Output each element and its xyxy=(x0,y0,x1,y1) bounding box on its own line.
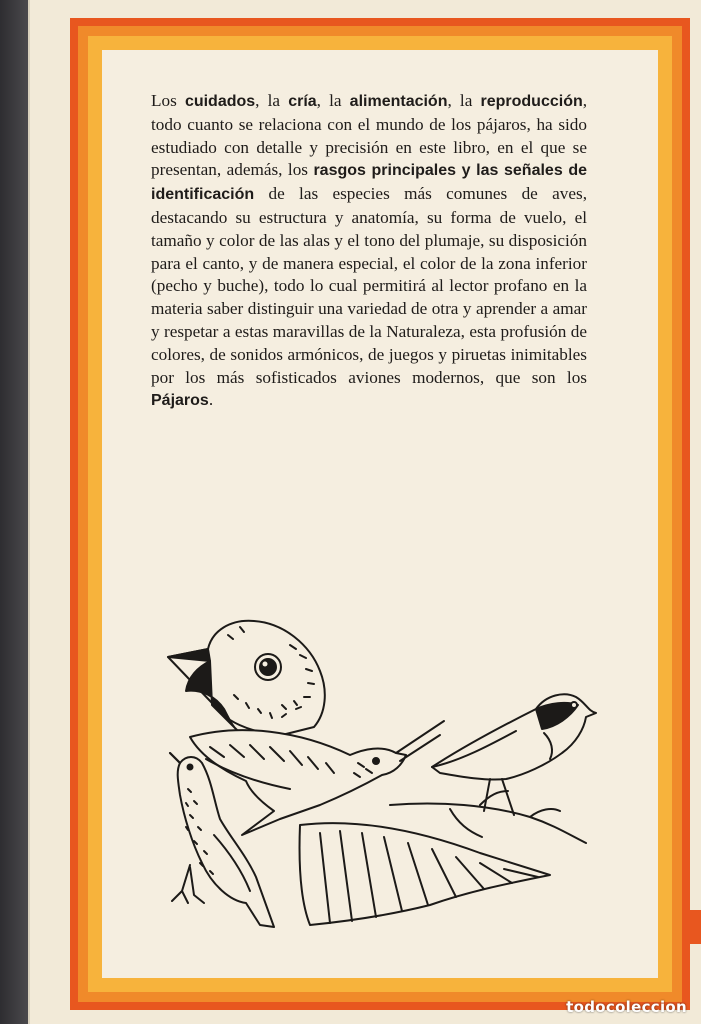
bird-head-drawing xyxy=(168,621,325,735)
blurb-text: , la xyxy=(316,91,350,110)
blurb-bold: Pájaros xyxy=(151,392,209,410)
flying-bird-drawing xyxy=(190,721,444,835)
blurb-text: , la xyxy=(447,91,481,110)
ringed-plover-drawing xyxy=(432,694,596,815)
blurb-text: . xyxy=(208,390,214,410)
blurb-bold: cría xyxy=(288,93,317,110)
spread-wing-drawing xyxy=(299,823,550,925)
blurb-bold: rasgos principales y las señales de identificación xyxy=(151,162,587,204)
bird-illustration xyxy=(150,605,610,945)
blurb-text: Los xyxy=(151,91,185,110)
blurb-bold: cuidados xyxy=(184,93,256,110)
watermark-text: todocoleccion xyxy=(566,998,687,1016)
blurb-text: , todo cuanto se relaciona con el mundo de los pájaros, ha sido estudiado con detalle y precisión en este libro, en el que se presentan, además, los xyxy=(151,91,588,180)
right-edge-stripe xyxy=(687,910,701,944)
blurb-bold: alimentación xyxy=(349,93,448,110)
back-cover-blurb xyxy=(151,90,587,413)
blurb-bold: reproducción xyxy=(480,93,583,110)
blurb-text: , la xyxy=(255,91,289,110)
blurb-text: de las especies más comunes de aves, destacando su estructura y anatomía, su forma de vuelo, el tamaño y color de las alas y el tono del plumaje, su disposición para el canto, y de manera especial, el color de la zona inferior (pecho y buche), todo lo cual permitirá al lector profano en la materia saber distinguir una variedad de otra y aprender a amar y respetar a estas maravillas de la Naturaleza, esta profusión de colores, de sonidos armónicos, de juegos y piruetas inimitables por los más sofisticados aviones modernos, que son los xyxy=(151,184,587,387)
